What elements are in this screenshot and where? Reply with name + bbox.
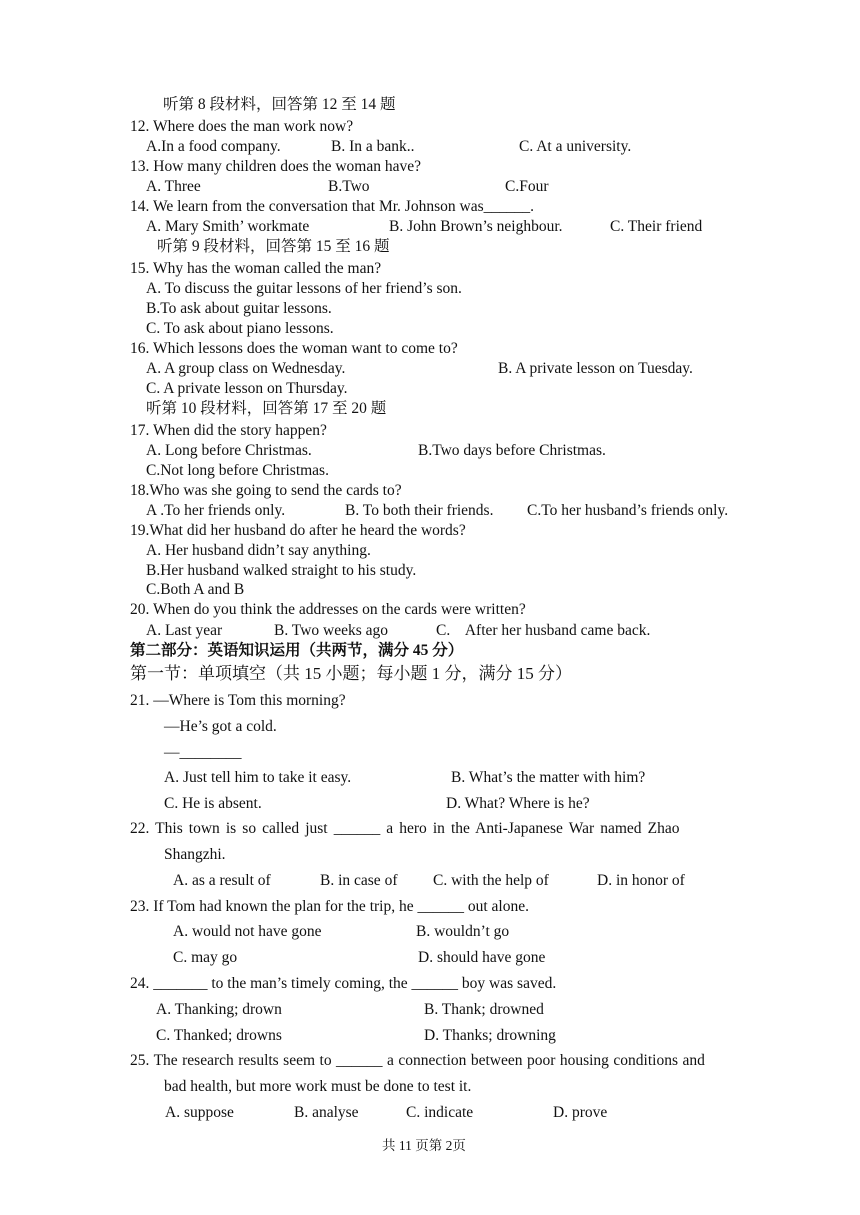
section-heading-9: 听第 9 段材料，回答第 15 至 16 题 (157, 238, 390, 255)
q25-option-d: D. prove (553, 1104, 608, 1121)
part2-heading: 第二部分：英语知识运用（共两节，满分 45 分） (130, 642, 464, 659)
q16-stem: 16. Which lessons does the woman want to come to? (130, 340, 458, 357)
q13-option-a: A. Three (146, 178, 201, 195)
q17-option-c: C.Not long before Christmas. (146, 462, 329, 479)
q18-option-c: C.To her husband’s friends only. (527, 502, 729, 519)
q20-option-c: C. After her husband came back. (436, 622, 651, 639)
q14-stem: 14. We learn from the conversation that Mr. Johnson was______. (130, 198, 534, 215)
q22-option-b: B. in case of (320, 872, 398, 889)
q16-option-c: C. A private lesson on Thursday. (146, 380, 348, 397)
q12-stem: 12. Where does the man work now? (130, 118, 354, 135)
q16-option-b: B. A private lesson on Tuesday. (498, 360, 693, 377)
section1-heading: 第一节：单项填空（共 15 小题；每小题 1 分，满分 15 分） (130, 664, 572, 683)
q13-stem: 13. How many children does the woman have? (130, 158, 421, 175)
q13-option-c: C.Four (505, 178, 549, 195)
q22-stem: 22. This town is so called just ______ a hero in the Anti-Japanese War named Zhao (130, 820, 680, 837)
q18-option-b: B. To both their friends. (345, 502, 494, 519)
q22-stem-continued: Shangzhi. (164, 846, 226, 863)
section-heading-8: 听第 8 段材料，回答第 12 至 14 题 (163, 96, 396, 113)
q22-option-a: A. as a result of (173, 872, 271, 889)
q13-option-b: B.Two (328, 178, 370, 195)
q14-option-a: A. Mary Smith’ workmate (146, 218, 310, 235)
q21-stem: 21. —Where is Tom this morning? (130, 692, 346, 709)
q24-option-d: D. Thanks; drowning (424, 1027, 556, 1044)
q14-option-b: B. John Brown’s neighbour. (389, 218, 563, 235)
q24-stem: 24. _______ to the man’s timely coming, the ______ boy was saved. (130, 975, 557, 992)
q19-option-c: C.Both A and B (146, 581, 245, 598)
q21-option-d: D. What? Where is he? (446, 795, 590, 812)
q25-option-b: B. analyse (294, 1104, 359, 1121)
q20-option-a: A. Last year (146, 622, 223, 639)
q21-line-2: —He’s got a cold. (164, 718, 277, 735)
q23-option-c: C. may go (173, 949, 238, 966)
page-footer: 共 11 页第 2页 (382, 1138, 466, 1153)
q19-option-b: B.Her husband walked straight to his study. (146, 562, 417, 579)
q12-option-c: C. At a university. (519, 138, 632, 155)
q17-stem: 17. When did the story happen? (130, 422, 327, 439)
q25-stem-continued: bad health, but more work must be done to test it. (164, 1078, 472, 1095)
q22-option-c: C. with the help of (433, 872, 549, 889)
q19-stem: 19.What did her husband do after he heard the words? (130, 522, 466, 539)
q21-option-a: A. Just tell him to take it easy. (164, 769, 352, 786)
q18-option-a: A .To her friends only. (146, 502, 286, 519)
q24-option-a: A. Thanking; drown (156, 1001, 282, 1018)
q12-option-b: B. In a bank.. (331, 138, 415, 155)
q19-option-a: A. Her husband didn’t say anything. (146, 542, 371, 559)
q21-option-b: B. What’s the matter with him? (451, 769, 646, 786)
q22-option-d: D. in honor of (597, 872, 685, 889)
q15-option-b: B.To ask about guitar lessons. (146, 300, 332, 317)
q16-option-a: A. A group class on Wednesday. (146, 360, 346, 377)
q21-line-3: —________ (164, 744, 242, 761)
q25-option-a: A. suppose (165, 1104, 234, 1121)
q17-option-b: B.Two days before Christmas. (418, 442, 606, 459)
q20-stem: 20. When do you think the addresses on the cards were written? (130, 601, 526, 618)
q25-stem: 25. The research results seem to ______ a connection between poor housing conditions and (130, 1052, 705, 1069)
q15-option-c: C. To ask about piano lessons. (146, 320, 334, 337)
q14-option-c: C. Their friend (610, 218, 703, 235)
q23-option-d: D. should have gone (418, 949, 546, 966)
q24-option-b: B. Thank; drowned (424, 1001, 544, 1018)
q20-option-b: B. Two weeks ago (274, 622, 389, 639)
q15-option-a: A. To discuss the guitar lessons of her friend’s son. (146, 280, 462, 297)
q12-option-a: A.In a food company. (146, 138, 281, 155)
q18-stem: 18.Who was she going to send the cards to? (130, 482, 402, 499)
q23-stem: 23. If Tom had known the plan for the trip, he ______ out alone. (130, 898, 529, 915)
section-heading-10: 听第 10 段材料，回答第 17 至 20 题 (146, 400, 387, 417)
q23-option-a: A. would not have gone (173, 923, 322, 940)
q17-option-a: A. Long before Christmas. (146, 442, 312, 459)
q24-option-c: C. Thanked; drowns (156, 1027, 282, 1044)
q15-stem: 15. Why has the woman called the man? (130, 260, 382, 277)
q25-option-c: C. indicate (406, 1104, 474, 1121)
q21-option-c: C. He is absent. (164, 795, 262, 812)
q23-option-b: B. wouldn’t go (416, 923, 510, 940)
